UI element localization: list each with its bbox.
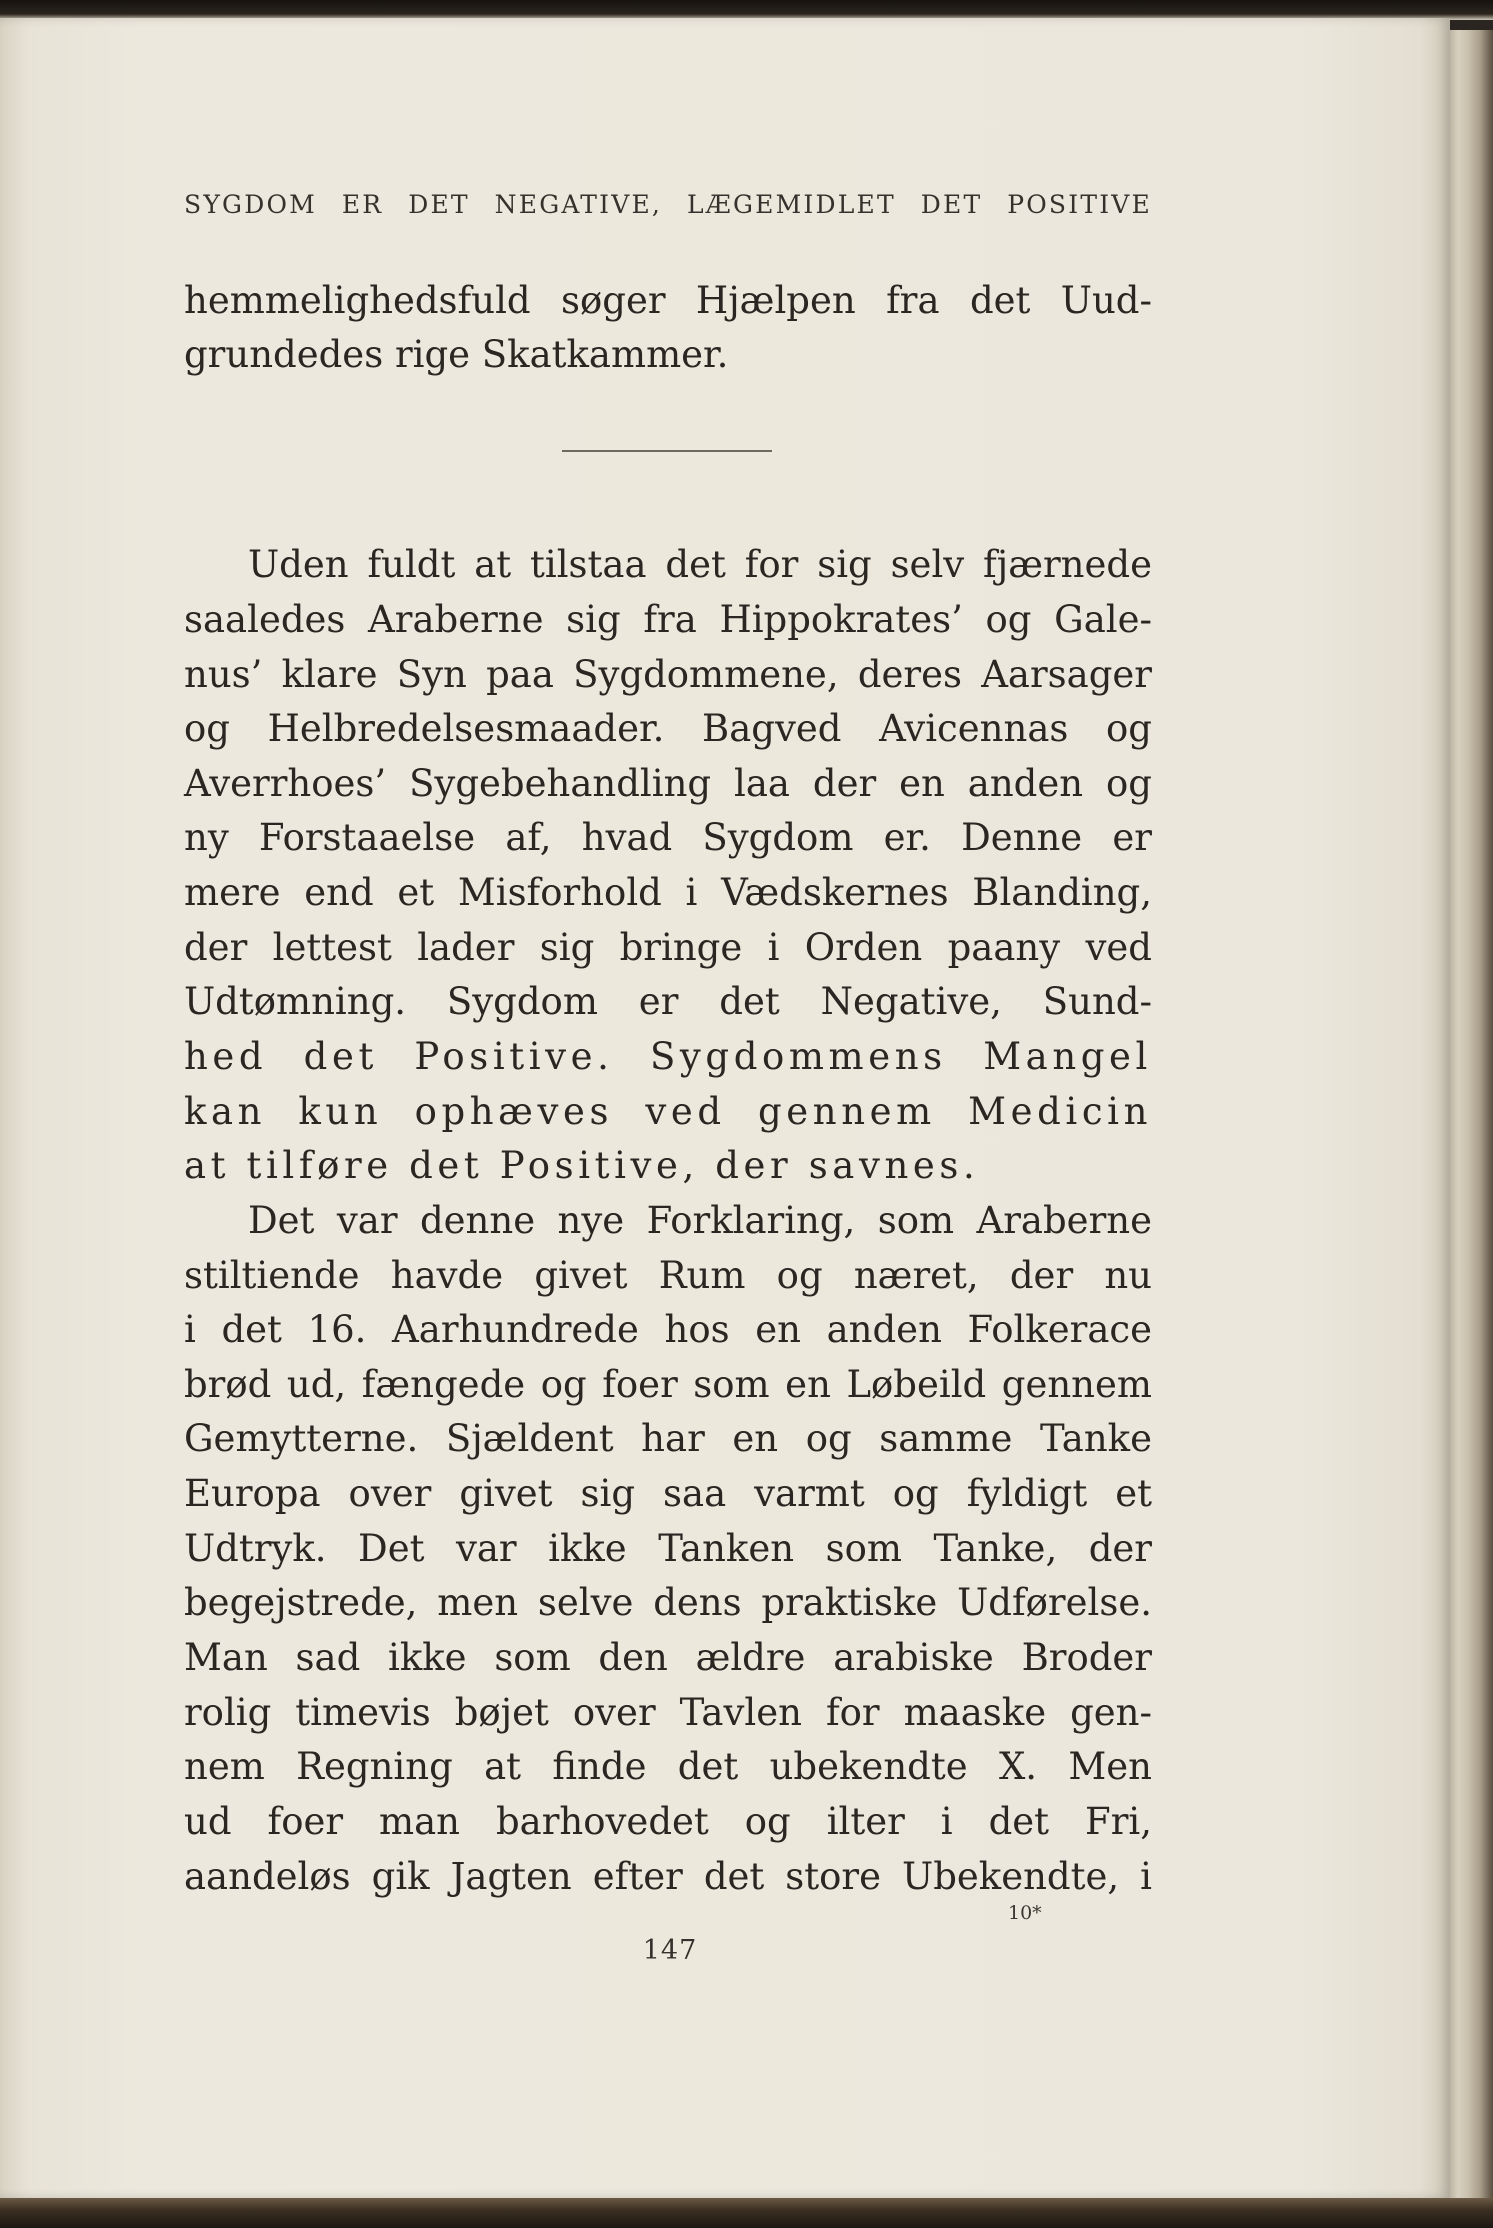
signature-mark: 10*	[1008, 1902, 1042, 1924]
text-line: Uden fuldt at tilstaa det for sig selv fjærnede	[248, 543, 1152, 586]
text-line: hemmelighedsfuld søger Hjælpen fra det Uud-	[184, 279, 1152, 322]
text-line: aandeløs gik Jagten efter det store Ubekendte, i	[184, 1855, 1152, 1898]
text-line: at tilføre det Positive, der savnes.	[184, 1144, 980, 1187]
text-line: stiltiende havde givet Rum og næret, der nu	[184, 1254, 1152, 1297]
page-top-edge	[0, 0, 1493, 20]
running-header: SYGDOM ER DET NEGATIVE, LÆGEMIDLET DET POSITIVE	[184, 190, 1152, 219]
text-line: Udtømning. Sygdom er det Negative, Sund-	[184, 980, 1152, 1023]
text-line: Gemytterne. Sjældent har en og samme Tanke	[184, 1417, 1152, 1460]
text-line: der lettest lader sig bringe i Orden paany ved	[184, 926, 1152, 969]
page-stack-edge	[1450, 30, 1493, 2200]
text-line: brød ud, fængede og foer som en Løbeild gennem	[184, 1363, 1152, 1406]
text-line: Det var denne nye Forklaring, som Araberne	[248, 1199, 1152, 1242]
text-line: nem Regning at finde det ubekendte X. Men	[184, 1745, 1152, 1788]
text-line: Man sad ikke som den ældre arabiske Broder	[184, 1636, 1152, 1679]
text-line: Europa over givet sig saa varmt og fyldigt et	[184, 1472, 1152, 1515]
text-line: ud foer man barhovedet og ilter i det Fri,	[184, 1800, 1152, 1843]
page-bottom-edge	[0, 2198, 1493, 2228]
section-divider	[562, 450, 772, 452]
text-line: Udtryk. Det var ikke Tanken som Tanke, der	[184, 1527, 1152, 1570]
text-line: hed det Positive. Sygdommens Mangel	[184, 1035, 1152, 1078]
page-number: 147	[642, 1935, 698, 1966]
text-line: ny Forstaaelse af, hvad Sygdom er. Denne er	[184, 816, 1152, 859]
text-line: kan kun ophæves ved gennem Medicin	[184, 1090, 1152, 1133]
text-line: og Helbredelsesmaader. Bagved Avicennas og	[184, 707, 1152, 750]
text-line: saaledes Araberne sig fra Hippokrates’ og Gale-	[184, 598, 1152, 641]
text-line: nus’ klare Syn paa Sygdommene, deres Aarsager	[184, 653, 1152, 696]
text-line: rolig timevis bøjet over Tavlen for maaske gen-	[184, 1691, 1152, 1734]
text-line: mere end et Misforhold i Vædskernes Blanding,	[184, 871, 1152, 914]
text-line: i det 16. Aarhundrede hos en anden Folkerace	[184, 1308, 1152, 1351]
text-line: grundedes rige Skatkammer.	[184, 333, 729, 376]
text-line: Averrhoes’ Sygebehandling laa der en anden og	[184, 762, 1152, 805]
text-line: begejstrede, men selve dens praktiske Udførelse.	[184, 1581, 1152, 1624]
